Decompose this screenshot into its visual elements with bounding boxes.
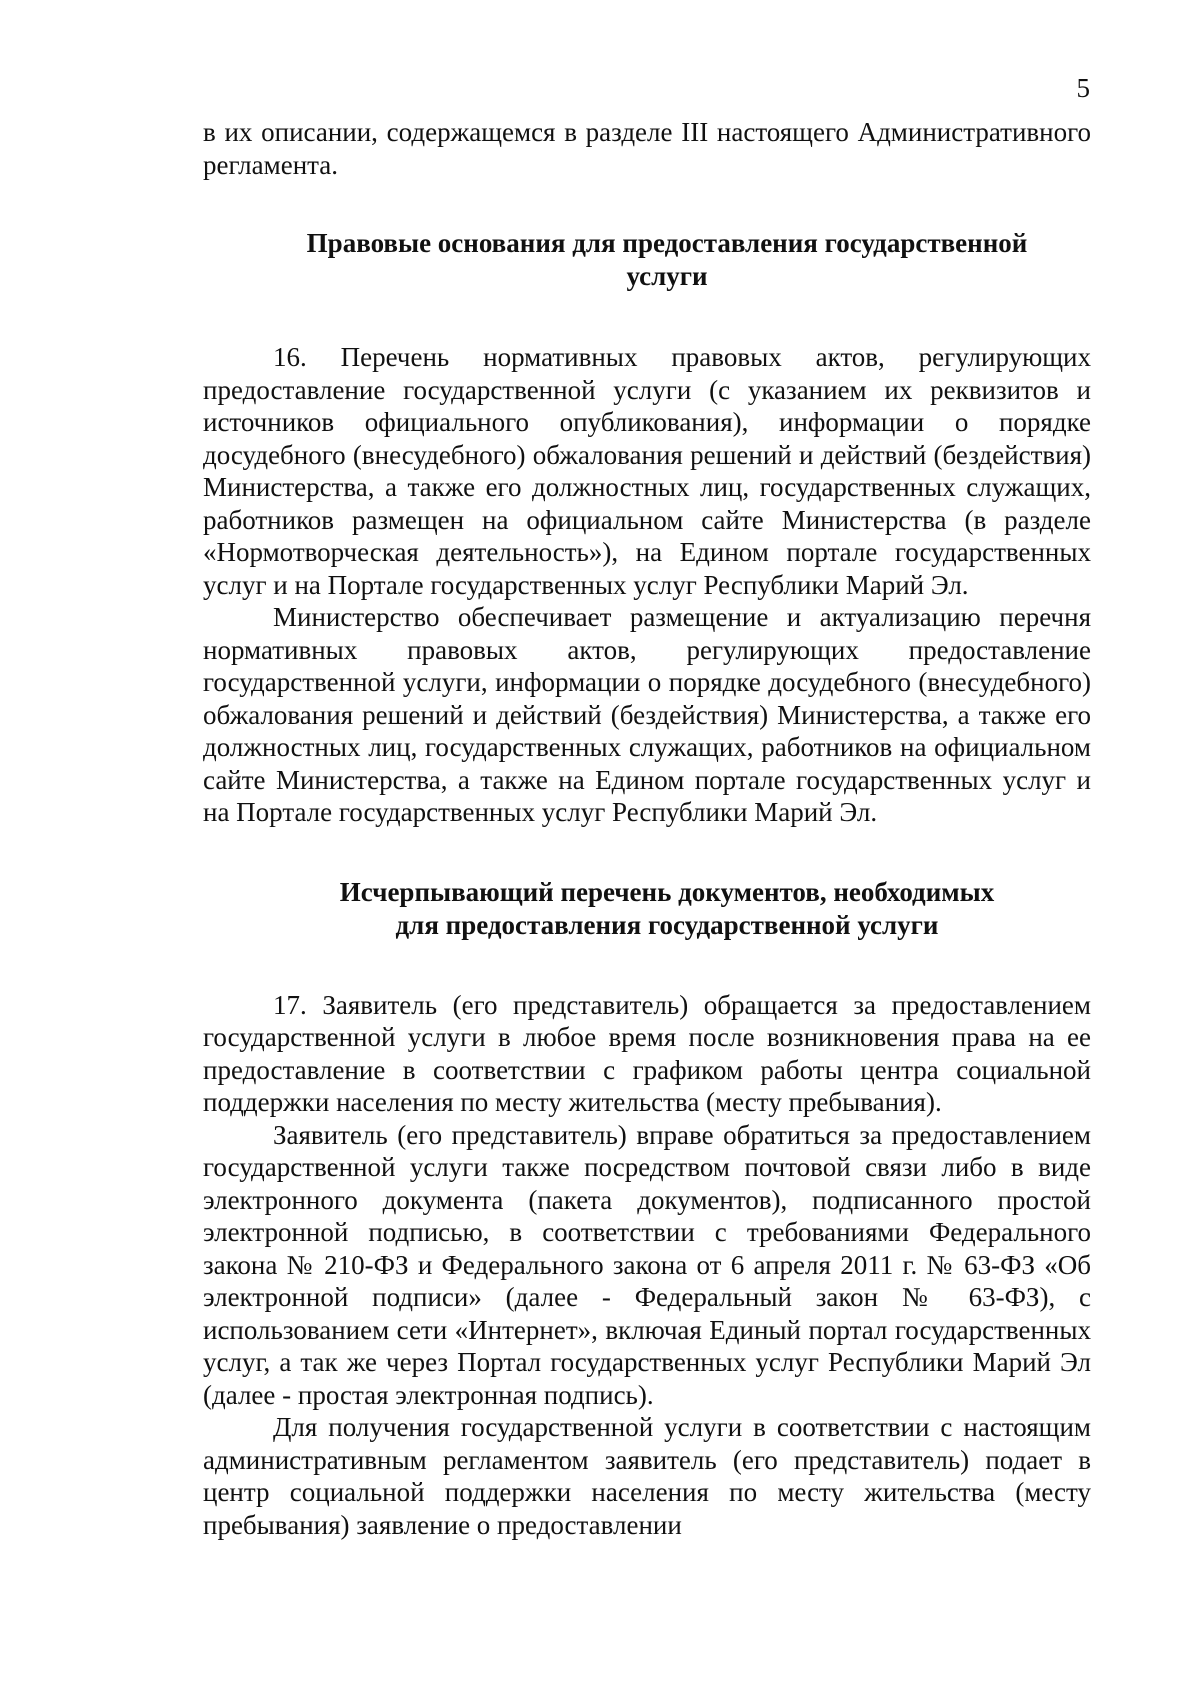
paragraph-ministry-duties: Министерство обеспечивает размещение и актуализацию перечня нормативных правовых актов, регулирующих предоставление государственной услуги, информации о порядке досудебного (внесудебного) обжалования решений и действий (бездействия) Министерства, а также его должностных лиц, государственных служащих, работников на официальном сайте Министерства, а также на Едином портале государственных услуг и на Портале государственных услуг Республики Марий Эл. [203, 602, 1091, 827]
section-heading-documents-list [203, 876, 1091, 942]
paragraph-17: 17. Заявитель (его представитель) обращается за предоставлением государственной услуги в любое время после возникновения права на ее предоставление в соответствии с графиком работы центра социальной поддержки населения по месту жительства (месту пребывания). [203, 989, 1091, 1117]
heading-line: Исчерпывающий перечень документов, необходимых [339, 876, 995, 907]
document-body [203, 116, 1091, 1541]
paragraph-16: 16. Перечень нормативных правовых актов, регулирующих предоставление государственной услуги (с указанием их реквизитов и источников официального опубликования), информации о порядке досудебного (внесудебного) обжалования решений и действий (бездействия) Министерства, а также его должностных лиц, государственных служащих, работников размещен на официальном сайте Министерства (в разделе «Нормотворческая деятельность»), на Едином портале государственных услуг и на Портале государственных услуг Республики Марий Эл. [203, 342, 1091, 600]
page-number: 5 [1076, 73, 1090, 103]
heading-line: для предоставления государственной услуги [395, 909, 939, 940]
heading-line: Правовые основания для предоставления государственной [306, 228, 1028, 258]
paragraph-application-submission: Для получения государственной услуги в соответствии с настоящим административным регламентом заявитель (его представитель) подает в центр социальной поддержки населения по месту жительства (месту пребывания) заявление о предоставлении [203, 1412, 1091, 1540]
heading-line: услуги [626, 261, 708, 291]
section-heading-legal-grounds [203, 227, 1091, 293]
paragraph-applicant-channels: Заявитель (его представитель) вправе обратиться за предоставлением государственной услуги также посредством почтовой связи либо в виде электронного документа (пакета документов), подписанного простой электронной подписью, в соответствии с требованиями Федерального закона № 210-ФЗ и Федерального закона от 6 апреля 2011 г. № 63-ФЗ «Об электронной подписи» (далее - Федеральный закон № 63-ФЗ), с использованием сети «Интернет», включая Единый портал государственных услуг, а так же через Портал государственных услуг Республики Марий Эл (далее - простая электронная подпись). [203, 1119, 1091, 1410]
paragraph-continuation: в их описании, содержащемся в разделе III настоящего Административного регламента. [203, 117, 1091, 180]
